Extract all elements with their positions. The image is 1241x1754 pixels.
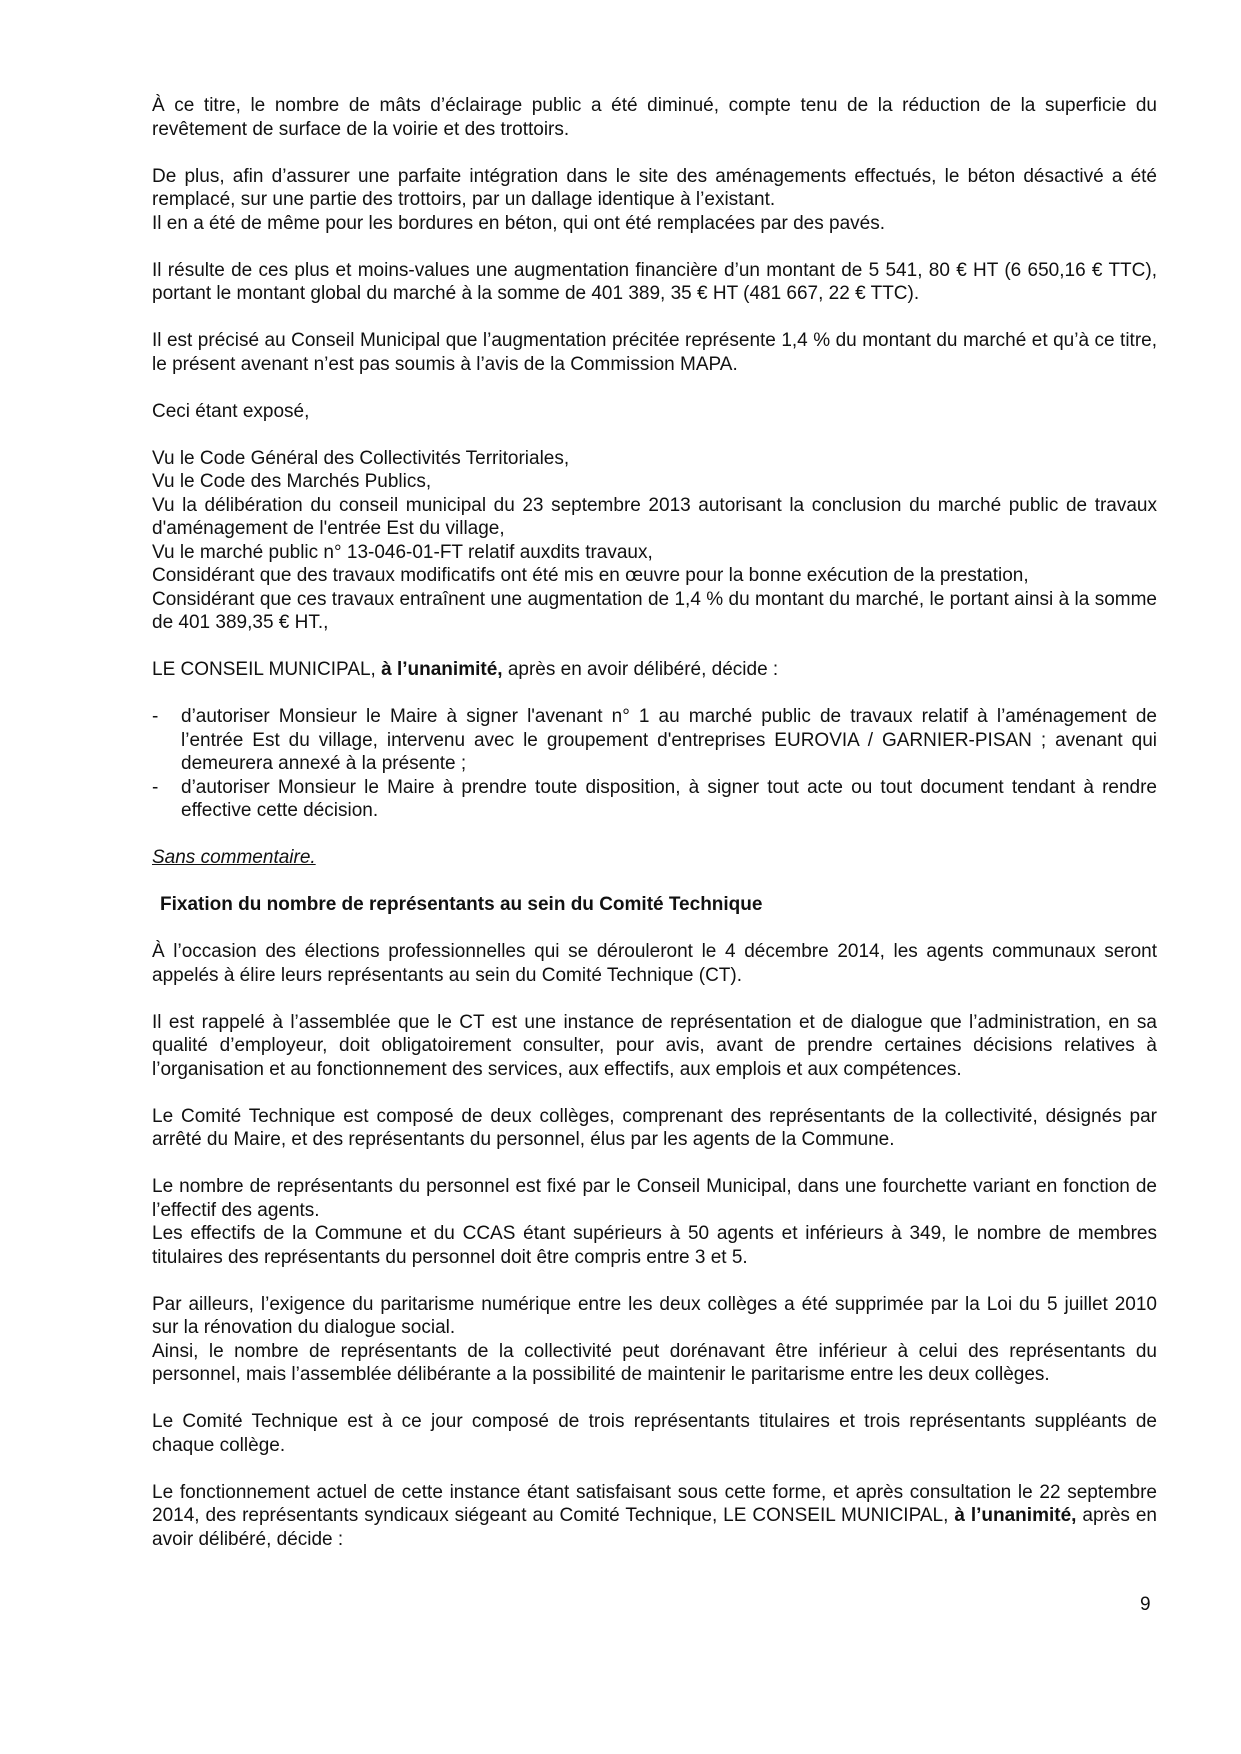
paragraph-integration-line-2: Il en a été de même pour les bordures en béton, qui ont été remplacées par des pavés. [152, 212, 886, 234]
legal-basis-line: Vu la délibération du conseil municipal du 23 septembre 2013 autorisant la conclusion du marché public de travaux d'aménagement de l'entrée Est du village, [152, 494, 1157, 539]
section-paragraph-number [152, 1175, 1157, 1269]
final-prefix: Le fonctionnement actuel de cette instance étant satisfaisant sous cette forme, et après consultation le 22 septembre 2014, des représentants syndicaux siégeant au Comité Technique, LE CONSEIL MUNICIPAL, [152, 1481, 1157, 1526]
paragraph-financial: Il résulte de ces plus et moins-values une augmentation financière d’un montant de 5 541, 80 € HT (6 650,16 € TTC), portant le montant global du marché à la somme de 401 389, 35 € HT (481 667, 22 € TTC). [152, 259, 1157, 304]
legal-basis-line: Vu le Code des Marchés Publics, [152, 471, 432, 492]
paragraph-lighting: À ce titre, le nombre de mâts d’éclairage public a été diminué, compte tenu de la réduction de la superficie du revêtement de surface de la voirie et des trottoirs. [152, 95, 1157, 140]
section-paragraph-ct-role: Il est rappelé à l’assemblée que le CT est une instance de représentation et de dialogue que l’administration, en sa qualité d’employeur, doit obligatoirement consulter, pour avis, avant de prendre certaines décisions relatives à l’organisation et au fonctionnement des services, aux effectifs, aux emplois et aux compétences. [152, 1011, 1157, 1080]
decision-suffix: après en avoir délibéré, décide : [502, 659, 779, 680]
legal-basis-line: Considérant que des travaux modificatifs ont été mis en œuvre pour la bonne exécution de la prestation, [152, 565, 1029, 586]
decision-list [152, 705, 1157, 823]
decision-prefix: LE CONSEIL MUNICIPAL, [152, 659, 382, 680]
section-paragraph-number-line-1: Le nombre de représentants du personnel est fixé par le Conseil Municipal, dans une fourchette variant en fonction de l’effectif des agents. [152, 1176, 1157, 1221]
comment-text: Sans commentaire. [152, 847, 316, 868]
legal-basis-line: Vu le Code Général des Collectivités Territoriales, [152, 447, 570, 469]
decision-item: - d’autoriser Monsieur le Maire à prendre toute disposition, à signer tout acte ou tout document tendant à rendre effective cette décision. [152, 776, 1157, 823]
legal-basis-line: Considérant que ces travaux entraînent une augmentation de 1,4 % du montant du marché, le portant ainsi à la somme de 401 389,35 € HT., [152, 588, 1157, 633]
section-paragraph-elections: À l’occasion des élections professionnelles qui se dérouleront le 4 décembre 2014, les agents communaux seront appelés à élire leurs représentants au sein du Comité Technique (CT). [152, 941, 1157, 986]
council-decision-1 [152, 658, 1157, 682]
paragraph-integration [152, 165, 1157, 236]
section-title: Fixation du nombre de représentants au sein du Comité Technique [160, 894, 763, 915]
comment-note [152, 846, 1157, 870]
decision-item: - d’autoriser Monsieur le Maire à signer l'avenant n° 1 au marché public de travaux relatif à l’aménagement de l’entrée Est du village, intervenu avec le groupement d'entreprises EUROVIA / GARNIER-PISAN ; avenant qui demeurera annexé à la présente ; [152, 705, 1157, 776]
paragraph-mapa: Il est précisé au Conseil Municipal que l’augmentation précitée représente 1,4 % du montant du marché et qu’à ce titre, le présent avenant n’est pas soumis à l’avis de la Commission MAPA. [152, 330, 1157, 375]
council-decision-2 [152, 1481, 1157, 1552]
paragraph-integration-line-1: De plus, afin d’assurer une parfaite intégration dans le site des aménagements effectués, le béton désactivé a été remplacé, sur une partie des trottoirs, par un dallage identique à l’existant. [152, 165, 1157, 210]
final-unanimity: à l’unanimité, [954, 1505, 1077, 1526]
section-paragraph-paritarisme [152, 1293, 1157, 1387]
legal-basis-line: Vu le marché public n° 13-046-01-FT relatif auxdits travaux, [152, 541, 653, 563]
final-suffix: après en avoir délibéré, décide : [152, 1505, 1157, 1550]
section-paragraph-composition: Le Comité Technique est à ce jour composé de trois représentants titulaires et trois représentants suppléants de chaque collège. [152, 1411, 1157, 1456]
paragraph-expose: Ceci étant exposé, [152, 400, 310, 422]
section-paragraph-number-line-2: Les effectifs de la Commune et du CCAS étant supérieurs à 50 agents et inférieurs à 349, le nombre de membres titulaires des représentants du personnel doit être compris entre 3 et 5. [152, 1223, 1157, 1268]
section-paragraph-colleges: Le Comité Technique est composé de deux collèges, comprenant des représentants de la collectivité, désignés par arrêté du Maire, et des représentants du personnel, élus par les agents de la Commune. [152, 1105, 1157, 1150]
decision-unanimity: à l’unanimité, [381, 659, 503, 680]
legal-basis-block [152, 447, 1157, 635]
section-paragraph-paritarisme-line-2: Ainsi, le nombre de représentants de la collectivité peut dorénavant être inférieur à celui des représentants du personnel, mais l’assemblée délibérante a la possibilité de maintenir le paritarisme entre les deux collèges. [152, 1340, 1157, 1385]
document-page [152, 94, 1157, 1551]
section-paragraph-paritarisme-line-1: Par ailleurs, l’exigence du paritarisme numérique entre les deux collèges a été supprimée par la Loi du 5 juillet 2010 sur la rénovation du dialogue social. [152, 1293, 1157, 1338]
page-number: 9 [1140, 1594, 1151, 1615]
